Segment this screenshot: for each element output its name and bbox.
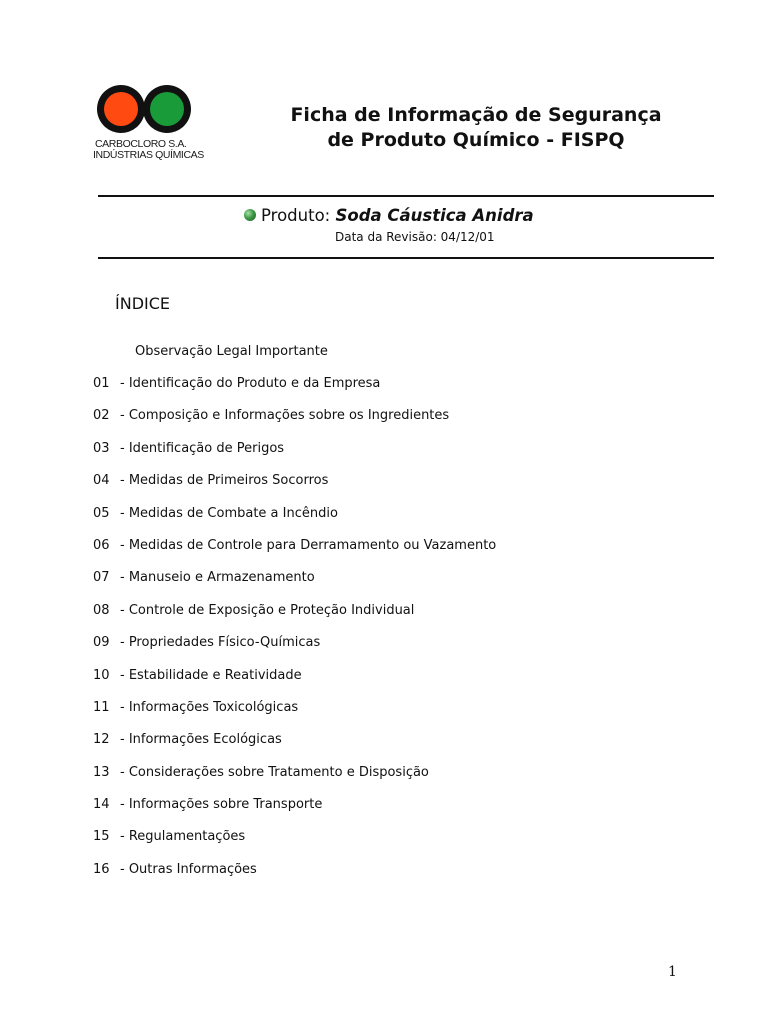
toc-item-number: 04 (93, 473, 110, 489)
toc-item-number: 01 (93, 376, 110, 391)
toc-item-number: 08 (93, 602, 110, 618)
document-title-line-2: de Produto Químico - FISPQ (327, 129, 625, 151)
toc-item (93, 376, 693, 408)
toc-item (93, 700, 693, 732)
toc-item-title: - Identificação do Produto e da Empresa (120, 376, 381, 391)
toc-item (93, 473, 693, 505)
toc-item (93, 408, 693, 440)
toc-item-title: - Composição e Informações sobre os Ingredientes (120, 408, 450, 424)
toc-item-number: 16 (93, 861, 110, 877)
product-label: Produto: (261, 206, 331, 225)
index-heading: ÍNDICE (115, 294, 171, 313)
toc-item (93, 506, 693, 538)
page-number: 1 (668, 964, 677, 980)
toc-item-number: 02 (93, 408, 110, 424)
toc-item (93, 538, 693, 570)
toc-item-number: 11 (93, 699, 110, 715)
toc-item (93, 570, 693, 602)
toc-item (93, 765, 693, 797)
toc-item (93, 668, 693, 700)
toc-item-number: 09 (93, 635, 110, 651)
toc-item-number: 06 (93, 537, 110, 553)
toc-item (93, 635, 693, 667)
logo-mark-icon (95, 82, 195, 136)
top-divider (98, 195, 714, 197)
toc-item (93, 441, 693, 473)
legal-note-entry: Observação Legal Importante (135, 344, 328, 359)
toc-item-number: 15 (93, 829, 110, 845)
toc-item (93, 829, 693, 861)
logo-company-subtitle: INDÚSTRIAS QUÍMICAS (93, 149, 204, 161)
toc-item-title: - Medidas de Controle para Derramamento ou Vazamento (120, 537, 497, 553)
toc-item-title: - Regulamentações (120, 829, 246, 845)
toc-item-number: 03 (93, 440, 110, 456)
bottom-divider (98, 257, 714, 259)
product-line (244, 206, 534, 225)
toc-item-title: - Outras Informações (120, 861, 257, 877)
revision-date: Data da Revisão: 04/12/01 (335, 230, 495, 244)
toc-item-title: - Controle de Exposição e Proteção Individual (120, 602, 415, 618)
logo-company-name: CARBOCLORO S.A. (95, 138, 187, 150)
toc-item-title: - Informações sobre Transporte (120, 797, 323, 813)
toc-item-number: 14 (93, 797, 110, 813)
toc-item-title: - Propriedades Físico-Químicas (120, 635, 321, 651)
toc-item-title: - Estabilidade e Reatividade (120, 667, 302, 683)
toc-item (93, 603, 693, 635)
toc-item-number: 10 (93, 667, 110, 683)
toc-item-title: - Informações Ecológicas (120, 732, 282, 748)
table-of-contents (93, 376, 693, 894)
document-title-line-1: Ficha de Informação de Segurança (290, 104, 662, 126)
toc-item-number: 13 (93, 764, 110, 780)
toc-item-title: - Identificação de Perigos (120, 440, 285, 456)
toc-item-number: 12 (93, 732, 110, 748)
document-title (240, 103, 712, 153)
toc-item (93, 732, 693, 764)
toc-item (93, 797, 693, 829)
toc-item-title: - Informações Toxicológicas (120, 699, 299, 715)
toc-item-title: - Medidas de Primeiros Socorros (120, 473, 329, 489)
product-name: Soda Cáustica Anidra (335, 206, 534, 225)
toc-item-number: 07 (93, 570, 110, 586)
bullet-icon (244, 209, 256, 221)
toc-item-title: - Medidas de Combate a Incêndio (120, 505, 338, 521)
toc-item-title: - Considerações sobre Tratamento e Disposição (120, 764, 429, 780)
toc-item (93, 862, 693, 894)
toc-item-number: 05 (93, 505, 110, 521)
company-logo (93, 82, 217, 164)
toc-item-title: - Manuseio e Armazenamento (120, 570, 315, 586)
